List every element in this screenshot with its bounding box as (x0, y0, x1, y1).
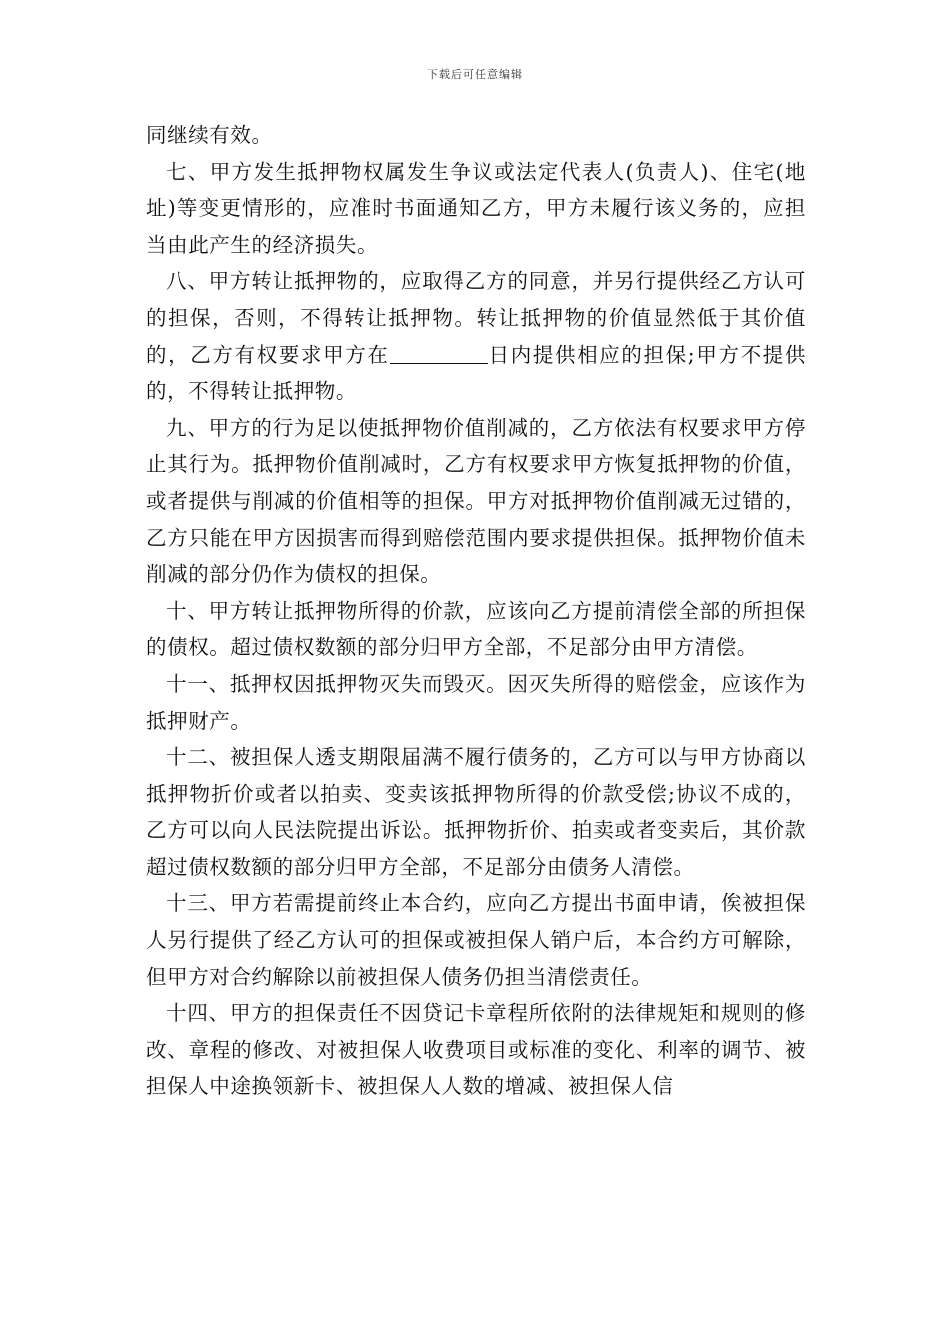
paragraph-clause-9: 九、甲方的行为足以使抵押物价值削减的，乙方依法有权要求甲方停止其行为。抵押物价值削减时，乙方有权要求甲方恢复抵押物的价值，或者提供与削减的价值相等的担保。甲方对抵押物价值削减无过错的，乙方只能在甲方因损害而得到赔偿范围内要求提供担保。抵押物价值未削减的部分仍作为债权的担保。 (146, 415, 806, 587)
paragraph-continuation: 同继续有效。 (146, 123, 273, 147)
clause-8-text-after: 日内提供相应的担保;甲方不提供的，不得转让抵押物。 (146, 342, 807, 404)
paragraph-clause-7: 七、甲方发生抵押物权属发生争议或法定代表人(负责人)、住宅(地址)等变更情形的，应准时书面通知乙方，甲方未履行该义务的，应担当由此产生的经济损失。 (146, 159, 806, 257)
paragraph-clause-10: 十、甲方转让抵押物所得的价款，应该向乙方提前清偿全部的所担保的债权。超过债权数额的部分归甲方全部，不足部分由甲方清偿。 (146, 598, 806, 660)
fill-in-blank-days (390, 342, 488, 364)
clause-8-text-before: 八、甲方转让抵押物的，应取得乙方的同意，并另行提供经乙方认可的担保，否则，不得转让抵押物。转让抵押物的价值显然低于其价值的，乙方有权要求甲方在 (146, 269, 806, 367)
paragraph-clause-14: 十四、甲方的担保责任不因贷记卡章程所依附的法律规矩和规则的修改、章程的修改、对被担保人收费项目或标准的变化、利率的调节、被担保人中途换领新卡、被担保人人数的增减、被担保人信 (146, 1001, 806, 1099)
document-body (146, 117, 806, 1105)
paragraph-clause-11: 十一、抵押权因抵押物灭失而毁灭。因灭失所得的赔偿金，应该作为抵押财产。 (146, 671, 806, 733)
paragraph-clause-13: 十三、甲方若需提前终止本合约，应向乙方提出书面申请，俟被担保人另行提供了经乙方认可的担保或被担保人销户后，本合约方可解除，但甲方对合约解除以前被担保人债务仍担当清偿责任。 (146, 891, 806, 989)
paragraph-clause-12: 十二、被担保人透支期限届满不履行债务的，乙方可以与甲方协商以抵押物折价或者以拍卖、变卖该抵押物所得的价款受偿;协议不成的，乙方可以向人民法院提出诉讼。抵押物折价、拍卖或者变卖后，其价款超过债权数额的部分归甲方全部，不足部分由债务人清偿。 (146, 745, 806, 879)
page-header: 下载后可任意编辑 (427, 68, 523, 81)
paragraph-clause-8 (146, 263, 806, 409)
